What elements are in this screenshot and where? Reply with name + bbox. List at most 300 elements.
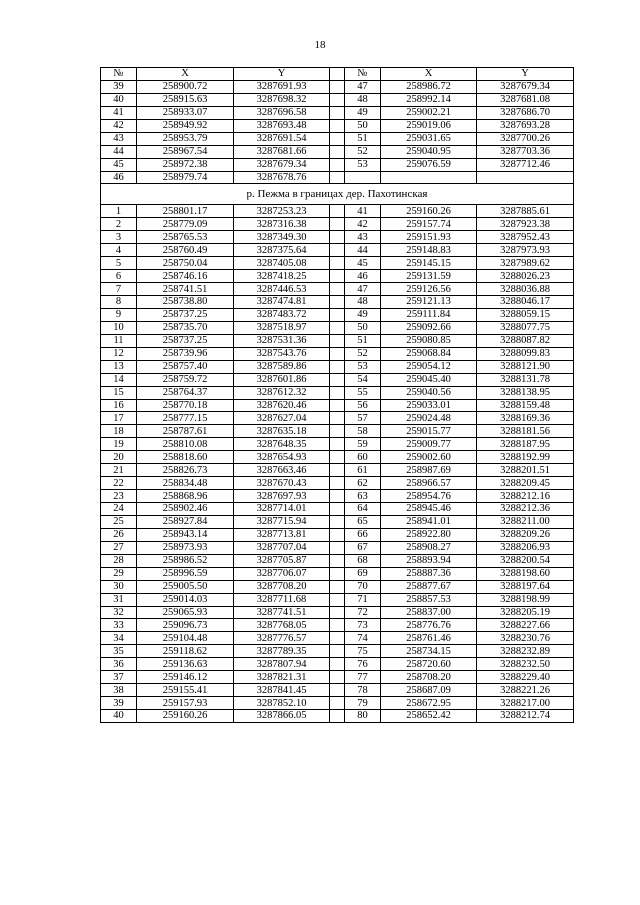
- y-coordinate-right: 3287681.08: [477, 93, 574, 106]
- gap-cell: [330, 386, 345, 399]
- y-coordinate-left: 3287418.25: [234, 270, 330, 283]
- gap-cell: [330, 710, 345, 723]
- y-coordinate-left: 3287714.01: [234, 503, 330, 516]
- point-number-left: 22: [101, 477, 137, 490]
- y-coordinate-left: 3287693.48: [234, 119, 330, 132]
- point-number-left: 33: [101, 619, 137, 632]
- y-coordinate-right: 3288077.75: [477, 321, 574, 334]
- gap-cell: [330, 697, 345, 710]
- gap-cell: [330, 145, 345, 158]
- y-coordinate-right: 3288200.54: [477, 554, 574, 567]
- y-coordinate-left: 3287711.68: [234, 593, 330, 606]
- table-row: [101, 541, 574, 554]
- x-coordinate-right: 259111.84: [381, 308, 477, 321]
- point-number-right: 58: [345, 425, 381, 438]
- table-row: [101, 606, 574, 619]
- x-coordinate-left: 258953.79: [137, 132, 234, 145]
- gap-cell: [330, 321, 345, 334]
- x-coordinate-left: 258949.92: [137, 119, 234, 132]
- x-coordinate-left: 259157.93: [137, 697, 234, 710]
- y-coordinate-left: 3287697.93: [234, 490, 330, 503]
- point-number-left: 6: [101, 270, 137, 283]
- x-coordinate-right: 259092.66: [381, 321, 477, 334]
- y-coordinate-left: 3287708.20: [234, 580, 330, 593]
- y-coordinate-right: 3288217.00: [477, 697, 574, 710]
- gap-cell: [330, 296, 345, 309]
- y-coordinate-left: 3287663.46: [234, 464, 330, 477]
- y-coordinate-left: 3287601.86: [234, 373, 330, 386]
- point-number-left: 30: [101, 580, 137, 593]
- x-coordinate-right: 258720.60: [381, 658, 477, 671]
- x-coordinate-left: 259065.93: [137, 606, 234, 619]
- x-coordinate-left: 258765.53: [137, 231, 234, 244]
- x-coordinate-left: 258787.61: [137, 425, 234, 438]
- x-coordinate-left: 258739.96: [137, 347, 234, 360]
- x-coordinate-left: 259136.63: [137, 658, 234, 671]
- point-number-left: 46: [101, 171, 137, 184]
- point-number-left: 14: [101, 373, 137, 386]
- y-coordinate-left: 3287316.38: [234, 218, 330, 231]
- block2-body: [101, 205, 574, 723]
- gap-cell: [330, 451, 345, 464]
- x-coordinate-right: 259076.59: [381, 158, 477, 171]
- y-coordinate-left: 3287531.36: [234, 334, 330, 347]
- y-coordinate-right: 3288026.23: [477, 270, 574, 283]
- y-coordinate-right: 3288036.88: [477, 283, 574, 296]
- point-number-right: 41: [345, 205, 381, 218]
- y-coordinate-left: 3287866.05: [234, 710, 330, 723]
- table-row: [101, 283, 574, 296]
- y-coordinate-left: 3287698.32: [234, 93, 330, 106]
- gap-cell: [330, 490, 345, 503]
- gap-cell: [330, 464, 345, 477]
- gap-cell: [330, 580, 345, 593]
- y-coordinate-right: 3288187.95: [477, 438, 574, 451]
- x-coordinate-right: 259009.77: [381, 438, 477, 451]
- y-coordinate-right: 3287712.46: [477, 158, 574, 171]
- gap-cell: [330, 541, 345, 554]
- y-coordinate-left: 3287446.53: [234, 283, 330, 296]
- x-coordinate-right: 258761.46: [381, 632, 477, 645]
- point-number-right: 43: [345, 231, 381, 244]
- y-coordinate-right: 3287973.93: [477, 244, 574, 257]
- table-row: [101, 119, 574, 132]
- gap-cell: [330, 684, 345, 697]
- y-coordinate-right: 3288121.90: [477, 360, 574, 373]
- x-coordinate-left: 258915.63: [137, 93, 234, 106]
- x-coordinate-right: 258987.69: [381, 464, 477, 477]
- x-coordinate-right: 259002.60: [381, 451, 477, 464]
- section-title: р. Пежма в границах дер. Пахотинская: [101, 184, 574, 205]
- x-coordinate-right: 259019.06: [381, 119, 477, 132]
- y-coordinate-right: 3288087.82: [477, 334, 574, 347]
- x-coordinate-left: 258868.96: [137, 490, 234, 503]
- x-coordinate-left: 259104.48: [137, 632, 234, 645]
- gap-cell: [330, 244, 345, 257]
- table-row: [101, 158, 574, 171]
- point-number-right: 48: [345, 93, 381, 106]
- point-number-right: 76: [345, 658, 381, 671]
- y-coordinate-right: 3288212.36: [477, 503, 574, 516]
- table-row: [101, 554, 574, 567]
- point-number-left: 28: [101, 554, 137, 567]
- point-number-right: 50: [345, 321, 381, 334]
- point-number-left: 16: [101, 399, 137, 412]
- x-coordinate-left: 258973.93: [137, 541, 234, 554]
- point-number-left: 12: [101, 347, 137, 360]
- x-coordinate-left: 259155.41: [137, 684, 234, 697]
- x-coordinate-left: 258902.46: [137, 503, 234, 516]
- y-coordinate-left: 3287654.93: [234, 451, 330, 464]
- y-coordinate-left: 3287852.10: [234, 697, 330, 710]
- gap-cell: [330, 632, 345, 645]
- header-x-right: X: [381, 68, 477, 81]
- x-coordinate-right: 258992.14: [381, 93, 477, 106]
- x-coordinate-left: 258810.08: [137, 438, 234, 451]
- x-coordinate-right: 258986.72: [381, 80, 477, 93]
- x-coordinate-right: 258776.76: [381, 619, 477, 632]
- table-row: [101, 490, 574, 503]
- point-number-right: 62: [345, 477, 381, 490]
- section-row: [101, 184, 574, 205]
- point-number-left: 18: [101, 425, 137, 438]
- point-number-left: 40: [101, 710, 137, 723]
- x-coordinate-right: 258708.20: [381, 671, 477, 684]
- y-coordinate-left: 3287691.93: [234, 80, 330, 93]
- point-number-right: 74: [345, 632, 381, 645]
- point-number-left: 39: [101, 80, 137, 93]
- point-number-left: 39: [101, 697, 137, 710]
- x-coordinate-right: 259015.77: [381, 425, 477, 438]
- table-row: [101, 373, 574, 386]
- x-coordinate-right: 259131.59: [381, 270, 477, 283]
- point-number-left: 44: [101, 145, 137, 158]
- point-number-left: 5: [101, 257, 137, 270]
- x-coordinate-right: 259024.48: [381, 412, 477, 425]
- x-coordinate-right: 259045.40: [381, 373, 477, 386]
- point-number-left: 3: [101, 231, 137, 244]
- table-row: [101, 580, 574, 593]
- x-coordinate-left: 259118.62: [137, 645, 234, 658]
- gap-cell: [330, 658, 345, 671]
- y-coordinate-right: 3288232.89: [477, 645, 574, 658]
- x-coordinate-left: 258986.52: [137, 554, 234, 567]
- x-coordinate-right: 259160.26: [381, 205, 477, 218]
- point-number-right: 56: [345, 399, 381, 412]
- table-row: [101, 671, 574, 684]
- x-coordinate-left: 258996.59: [137, 567, 234, 580]
- gap-cell: [330, 593, 345, 606]
- y-coordinate-left: 3287841.45: [234, 684, 330, 697]
- point-number-left: 7: [101, 283, 137, 296]
- y-coordinate-left: 3287706.07: [234, 567, 330, 580]
- y-coordinate-right: 3288169.36: [477, 412, 574, 425]
- x-coordinate-right: 258652.42: [381, 710, 477, 723]
- coordinates-table: [100, 67, 574, 723]
- x-coordinate-right: 259002.21: [381, 106, 477, 119]
- y-coordinate-right: 3288232.50: [477, 658, 574, 671]
- table-row: [101, 145, 574, 158]
- point-number-left: 10: [101, 321, 137, 334]
- point-number-right: 48: [345, 296, 381, 309]
- gap-cell: [330, 93, 345, 106]
- point-number-right: 46: [345, 270, 381, 283]
- y-coordinate-left: 3287349.30: [234, 231, 330, 244]
- point-number-right: 49: [345, 308, 381, 321]
- x-coordinate-left: 258757.40: [137, 360, 234, 373]
- y-coordinate-right: 3287700.26: [477, 132, 574, 145]
- table-row: [101, 106, 574, 119]
- table-row: [101, 412, 574, 425]
- x-coordinate-left: 258967.54: [137, 145, 234, 158]
- gap-cell: [330, 347, 345, 360]
- point-number-right: 53: [345, 360, 381, 373]
- x-coordinate-right: 259080.85: [381, 334, 477, 347]
- y-coordinate-right: 3288212.16: [477, 490, 574, 503]
- gap-cell: [330, 68, 345, 81]
- point-number-left: 45: [101, 158, 137, 171]
- table-row: [101, 360, 574, 373]
- point-number-left: 2: [101, 218, 137, 231]
- x-coordinate-right: 258908.27: [381, 541, 477, 554]
- x-coordinate-left: 259096.73: [137, 619, 234, 632]
- point-number-left: 11: [101, 334, 137, 347]
- table-row: [101, 334, 574, 347]
- y-coordinate-right: 3288046.17: [477, 296, 574, 309]
- x-coordinate-right: 258687.09: [381, 684, 477, 697]
- y-coordinate-right: 3288192.99: [477, 451, 574, 464]
- table-row: [101, 93, 574, 106]
- y-coordinate-left: 3287715.94: [234, 515, 330, 528]
- x-coordinate-left: 258750.04: [137, 257, 234, 270]
- point-number-right: 47: [345, 80, 381, 93]
- point-number-right: 65: [345, 515, 381, 528]
- x-coordinate-right: 258893.94: [381, 554, 477, 567]
- point-number-right: 61: [345, 464, 381, 477]
- gap-cell: [330, 645, 345, 658]
- y-coordinate-left: 3287612.32: [234, 386, 330, 399]
- y-coordinate-right: 3288212.74: [477, 710, 574, 723]
- y-coordinate-right: 3288181.56: [477, 425, 574, 438]
- header-x-left: X: [137, 68, 234, 81]
- point-number-right: 54: [345, 373, 381, 386]
- point-number-right: 70: [345, 580, 381, 593]
- x-coordinate-right: 258877.67: [381, 580, 477, 593]
- y-coordinate-right: 3288201.51: [477, 464, 574, 477]
- point-number-left: 27: [101, 541, 137, 554]
- y-coordinate-left: 3287375.64: [234, 244, 330, 257]
- x-coordinate-right: [381, 171, 477, 184]
- point-number-left: 40: [101, 93, 137, 106]
- y-coordinate-left: 3287741.51: [234, 606, 330, 619]
- block1-body: [101, 80, 574, 184]
- x-coordinate-right: 259151.93: [381, 231, 477, 244]
- point-number-left: 42: [101, 119, 137, 132]
- gap-cell: [330, 619, 345, 632]
- point-number-left: 38: [101, 684, 137, 697]
- table-row: [101, 684, 574, 697]
- table-row: [101, 386, 574, 399]
- y-coordinate-right: 3287686.70: [477, 106, 574, 119]
- x-coordinate-right: 259031.65: [381, 132, 477, 145]
- x-coordinate-right: 258922.80: [381, 528, 477, 541]
- x-coordinate-left: 258741.51: [137, 283, 234, 296]
- y-coordinate-right: [477, 171, 574, 184]
- point-number-left: 21: [101, 464, 137, 477]
- point-number-right: 47: [345, 283, 381, 296]
- point-number-right: 75: [345, 645, 381, 658]
- gap-cell: [330, 231, 345, 244]
- table-row: [101, 710, 574, 723]
- y-coordinate-left: 3287543.76: [234, 347, 330, 360]
- gap-cell: [330, 528, 345, 541]
- point-number-right: 71: [345, 593, 381, 606]
- y-coordinate-left: 3287713.81: [234, 528, 330, 541]
- point-number-right: 44: [345, 244, 381, 257]
- gap-cell: [330, 119, 345, 132]
- x-coordinate-left: 258738.80: [137, 296, 234, 309]
- table-row: [101, 645, 574, 658]
- point-number-left: 37: [101, 671, 137, 684]
- point-number-right: 79: [345, 697, 381, 710]
- gap-cell: [330, 606, 345, 619]
- y-coordinate-left: 3287821.31: [234, 671, 330, 684]
- point-number-left: 13: [101, 360, 137, 373]
- x-coordinate-right: 259054.12: [381, 360, 477, 373]
- y-coordinate-right: 3288197.64: [477, 580, 574, 593]
- y-coordinate-right: 3287679.34: [477, 80, 574, 93]
- x-coordinate-right: 258945.46: [381, 503, 477, 516]
- x-coordinate-left: 258943.14: [137, 528, 234, 541]
- x-coordinate-right: 258941.01: [381, 515, 477, 528]
- y-coordinate-left: 3287696.58: [234, 106, 330, 119]
- x-coordinate-left: 258826.73: [137, 464, 234, 477]
- y-coordinate-left: 3287691.54: [234, 132, 330, 145]
- point-number-right: 78: [345, 684, 381, 697]
- y-coordinate-left: 3287768.05: [234, 619, 330, 632]
- y-coordinate-right: 3288221.26: [477, 684, 574, 697]
- x-coordinate-right: 259148.83: [381, 244, 477, 257]
- y-coordinate-left: 3287681.66: [234, 145, 330, 158]
- table-row: [101, 697, 574, 710]
- y-coordinate-left: 3287589.86: [234, 360, 330, 373]
- x-coordinate-right: 258954.76: [381, 490, 477, 503]
- x-coordinate-right: 259040.95: [381, 145, 477, 158]
- point-number-right: 51: [345, 334, 381, 347]
- gap-cell: [330, 671, 345, 684]
- point-number-left: 15: [101, 386, 137, 399]
- x-coordinate-left: 258818.60: [137, 451, 234, 464]
- x-coordinate-left: 258979.74: [137, 171, 234, 184]
- point-number-right: 49: [345, 106, 381, 119]
- gap-cell: [330, 158, 345, 171]
- point-number-right: 52: [345, 347, 381, 360]
- point-number-right: 67: [345, 541, 381, 554]
- gap-cell: [330, 171, 345, 184]
- gap-cell: [330, 80, 345, 93]
- y-coordinate-right: 3288205.19: [477, 606, 574, 619]
- y-coordinate-right: 3287952.43: [477, 231, 574, 244]
- table-row: [101, 218, 574, 231]
- gap-cell: [330, 132, 345, 145]
- x-coordinate-left: 258779.09: [137, 218, 234, 231]
- y-coordinate-right: 3288211.00: [477, 515, 574, 528]
- point-number-left: 29: [101, 567, 137, 580]
- x-coordinate-left: 258746.16: [137, 270, 234, 283]
- point-number-right: 50: [345, 119, 381, 132]
- x-coordinate-left: 258764.37: [137, 386, 234, 399]
- y-coordinate-right: 3288198.60: [477, 567, 574, 580]
- gap-cell: [330, 515, 345, 528]
- gap-cell: [330, 554, 345, 567]
- table-row: [101, 171, 574, 184]
- table-row: [101, 132, 574, 145]
- y-coordinate-left: 3287620.46: [234, 399, 330, 412]
- x-coordinate-left: 258834.48: [137, 477, 234, 490]
- x-coordinate-right: 258837.00: [381, 606, 477, 619]
- y-coordinate-right: 3287885.61: [477, 205, 574, 218]
- table-row: [101, 231, 574, 244]
- point-number-left: 35: [101, 645, 137, 658]
- y-coordinate-left: 3287670.43: [234, 477, 330, 490]
- x-coordinate-left: 258735.70: [137, 321, 234, 334]
- point-number-right: 68: [345, 554, 381, 567]
- point-number-left: 19: [101, 438, 137, 451]
- x-coordinate-left: 258900.72: [137, 80, 234, 93]
- x-coordinate-right: 258966.57: [381, 477, 477, 490]
- y-coordinate-left: 3287253.23: [234, 205, 330, 218]
- y-coordinate-left: 3287518.97: [234, 321, 330, 334]
- header-num-left: №: [101, 68, 137, 81]
- y-coordinate-left: 3287707.04: [234, 541, 330, 554]
- y-coordinate-right: 3287703.36: [477, 145, 574, 158]
- table-row: [101, 308, 574, 321]
- x-coordinate-right: 258672.95: [381, 697, 477, 710]
- y-coordinate-left: 3287807.94: [234, 658, 330, 671]
- y-coordinate-left: 3287483.72: [234, 308, 330, 321]
- x-coordinate-left: 258777.15: [137, 412, 234, 425]
- point-number-left: 24: [101, 503, 137, 516]
- gap-cell: [330, 567, 345, 580]
- header-row: [101, 68, 574, 81]
- y-coordinate-left: 3287405.08: [234, 257, 330, 270]
- point-number-right: 66: [345, 528, 381, 541]
- table-row: [101, 515, 574, 528]
- y-coordinate-left: 3287705.87: [234, 554, 330, 567]
- x-coordinate-right: 259040.56: [381, 386, 477, 399]
- gap-cell: [330, 477, 345, 490]
- y-coordinate-right: 3288059.15: [477, 308, 574, 321]
- x-coordinate-right: 259157.74: [381, 218, 477, 231]
- gap-cell: [330, 425, 345, 438]
- x-coordinate-left: 259146.12: [137, 671, 234, 684]
- x-coordinate-left: 258972.38: [137, 158, 234, 171]
- point-number-right: 42: [345, 218, 381, 231]
- y-coordinate-right: 3287989.62: [477, 257, 574, 270]
- x-coordinate-left: 258759.72: [137, 373, 234, 386]
- gap-cell: [330, 283, 345, 296]
- x-coordinate-left: 258801.17: [137, 205, 234, 218]
- table-row: [101, 658, 574, 671]
- point-number-left: 9: [101, 308, 137, 321]
- y-coordinate-right: 3288131.78: [477, 373, 574, 386]
- point-number-right: 52: [345, 145, 381, 158]
- y-coordinate-left: 3287789.35: [234, 645, 330, 658]
- table-row: [101, 270, 574, 283]
- x-coordinate-left: 259014.03: [137, 593, 234, 606]
- y-coordinate-right: 3288138.95: [477, 386, 574, 399]
- table-row: [101, 244, 574, 257]
